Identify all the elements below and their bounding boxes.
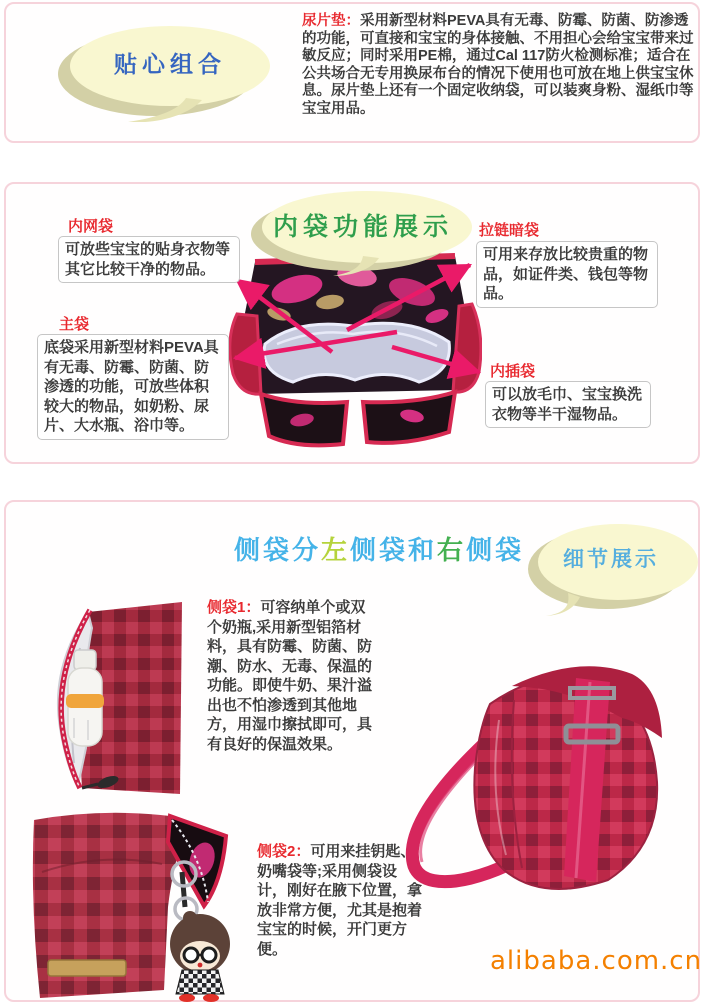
side-pocket2-text: 可用来挂钥匙、奶嘴袋等;采用侧袋设计，刚好在腋下位置，拿放非常方便，尤其是抱着宝宝的时候，开门更方便。 <box>257 843 423 958</box>
callout-text-main: 底袋采用新型材料PEVA具有无毒、防霉、防菌、防渗透的功能，可放些体积较大的物品，如奶粉、尿片、大水瓶、浴巾等。 <box>37 334 229 440</box>
side-pocket1-label: 侧袋1： <box>207 599 261 616</box>
diaper-pad-label: 尿片垫： <box>302 13 360 29</box>
watermark: alibaba.com.cn <box>490 946 703 976</box>
combo-bubble-label: 贴心组合 <box>114 50 226 77</box>
doll-keychain <box>170 911 230 1002</box>
title-part-3: 侧袋和 <box>350 535 438 565</box>
callout-label-mesh: 内网袋 <box>68 218 114 235</box>
section-inner-pockets <box>4 182 700 464</box>
side-pocket-bottle-photo <box>30 598 195 798</box>
inner-pockets-bubble <box>247 188 479 276</box>
title-part-2: 左 <box>321 535 351 565</box>
bag-side-view-photo <box>394 630 689 920</box>
side-pockets-title <box>234 530 524 567</box>
callout-label-zipper: 拉链暗袋 <box>479 222 540 239</box>
callout-label-insert: 内插袋 <box>490 363 536 380</box>
diaper-pad-description <box>302 13 700 118</box>
side-pocket2-label: 侧袋2： <box>257 843 311 860</box>
callout-label-main: 主袋 <box>59 316 90 333</box>
side-pocket1-description <box>207 598 379 754</box>
side-pocket2-description <box>257 842 425 959</box>
title-part-1: 侧袋分 <box>234 535 322 565</box>
inner-pockets-bubble-label: 内袋功能展示 <box>272 213 453 241</box>
details-bubble <box>522 517 700 617</box>
callout-text-mesh: 可放些宝宝的贴身衣物等其它比较干净的物品。 <box>58 236 240 283</box>
side-pocket-doll-photo <box>22 812 242 1002</box>
title-part-4: 右 <box>437 535 467 565</box>
callout-text-insert: 可以放毛巾、宝宝换洗衣物等半干湿物品。 <box>485 381 651 428</box>
callout-text-zipper: 可用来存放比较贵重的物品，如证件类、钱包等物品。 <box>476 241 658 308</box>
diaper-pad-text: 采用新型材料PEVA具有无毒、防霉、防菌、防渗透的功能，可直接和宝宝的身体接触、不用担心会给宝宝带来过敏反应；同时采用PE棉，通过Cal 117防火检测标准；适合在公共场合无专用换尿布台的情况下使用也可放在地上供宝宝休息。尿片垫上还有一个固定收纳袋，可以装爽身粉、湿纸巾等宝宝用品。 <box>302 13 694 117</box>
combo-bubble <box>52 18 274 122</box>
brand-plate <box>48 960 126 976</box>
title-part-5: 侧袋 <box>466 535 525 565</box>
section-side-pockets <box>4 500 703 1002</box>
side-pocket1-text: 可容纳单个或双个奶瓶,采用新型铝箔材料，具有防霉、防菌、防潮、防水、无毒、保温的功能。即使牛奶、果汁溢出也不怕渗透到其他地方，用湿巾擦拭即可，具有良好的保温效果。 <box>207 599 373 753</box>
details-bubble-label: 细节展示 <box>563 548 659 571</box>
section-combo <box>4 2 700 143</box>
inner-bag-photo <box>227 244 482 459</box>
